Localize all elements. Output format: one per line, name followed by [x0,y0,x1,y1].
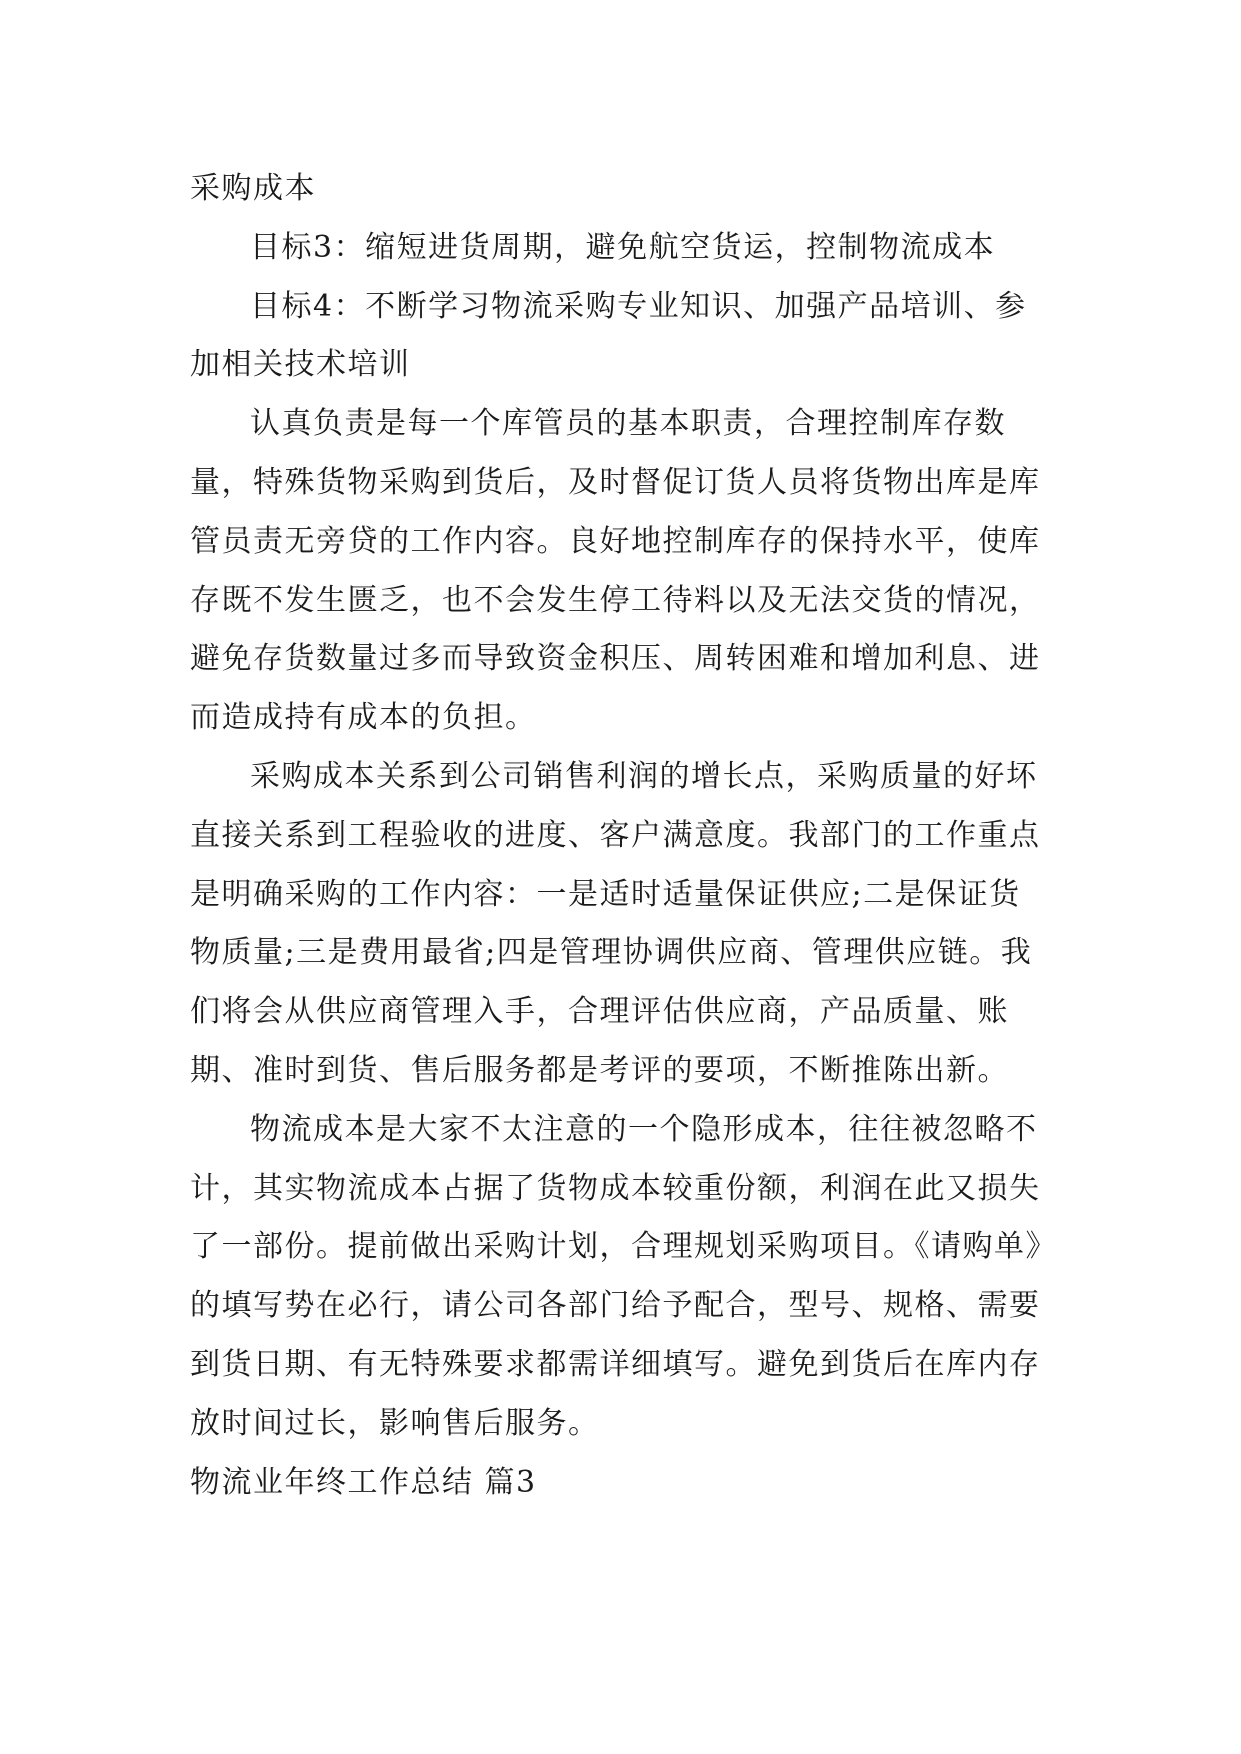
paragraph-logistics-cost: 物流成本是大家不太注意的一个隐形成本，往往被忽略不计，其实物流成本占据了货物成本较重份额，利润在此又损失了一部份。提前做出采购计划，合理规划采购项目。《请购单》的填写势在必行，请公司各部门给予配合，型号、规格、需要到货日期、有无特殊要求都需详细填写。避免到货后在库内存放时间过长，影响售后服务。 [190,1111,1042,1441]
goal-3: 目标3：缩短进货周期，避免航空货运，控制物流成本 [250,229,996,265]
document-body [190,160,1050,1512]
section-title: 物流业年终工作总结 篇3 [190,1464,537,1500]
paragraph-inventory: 认真负责是每一个库管员的基本职责，合理控制库存数量，特殊货物采购到货后，及时督促订货人员将货物出库是库管员责无旁贷的工作内容。良好地控制库存的保持水平，使库存既不发生匮乏，也不会发生停工待料以及无法交货的情况，避免存货数量过多而导致资金积压、周转困难和增加利息、进而造成持有成本的负担。 [190,406,1041,736]
section-heading-purchase-cost: 采购成本 [190,171,316,206]
paragraph-purchase-cost: 采购成本关系到公司销售利润的增长点，采购质量的好坏直接关系到工程验收的进度、客户满意度。我部门的工作重点是明确采购的工作内容：一是适时适量保证供应;二是保证货物质量;三是费用最省;四是管理协调供应商、管理供应链。我们将会从供应商管理入手，合理评估供应商，产品质量、账期、准时到货、售后服务都是考评的要项，不断推陈出新。 [190,758,1041,1088]
goal-4: 目标4：不断学习物流采购专业知识、加强产品培训、参加相关技术培训 [190,288,1027,383]
